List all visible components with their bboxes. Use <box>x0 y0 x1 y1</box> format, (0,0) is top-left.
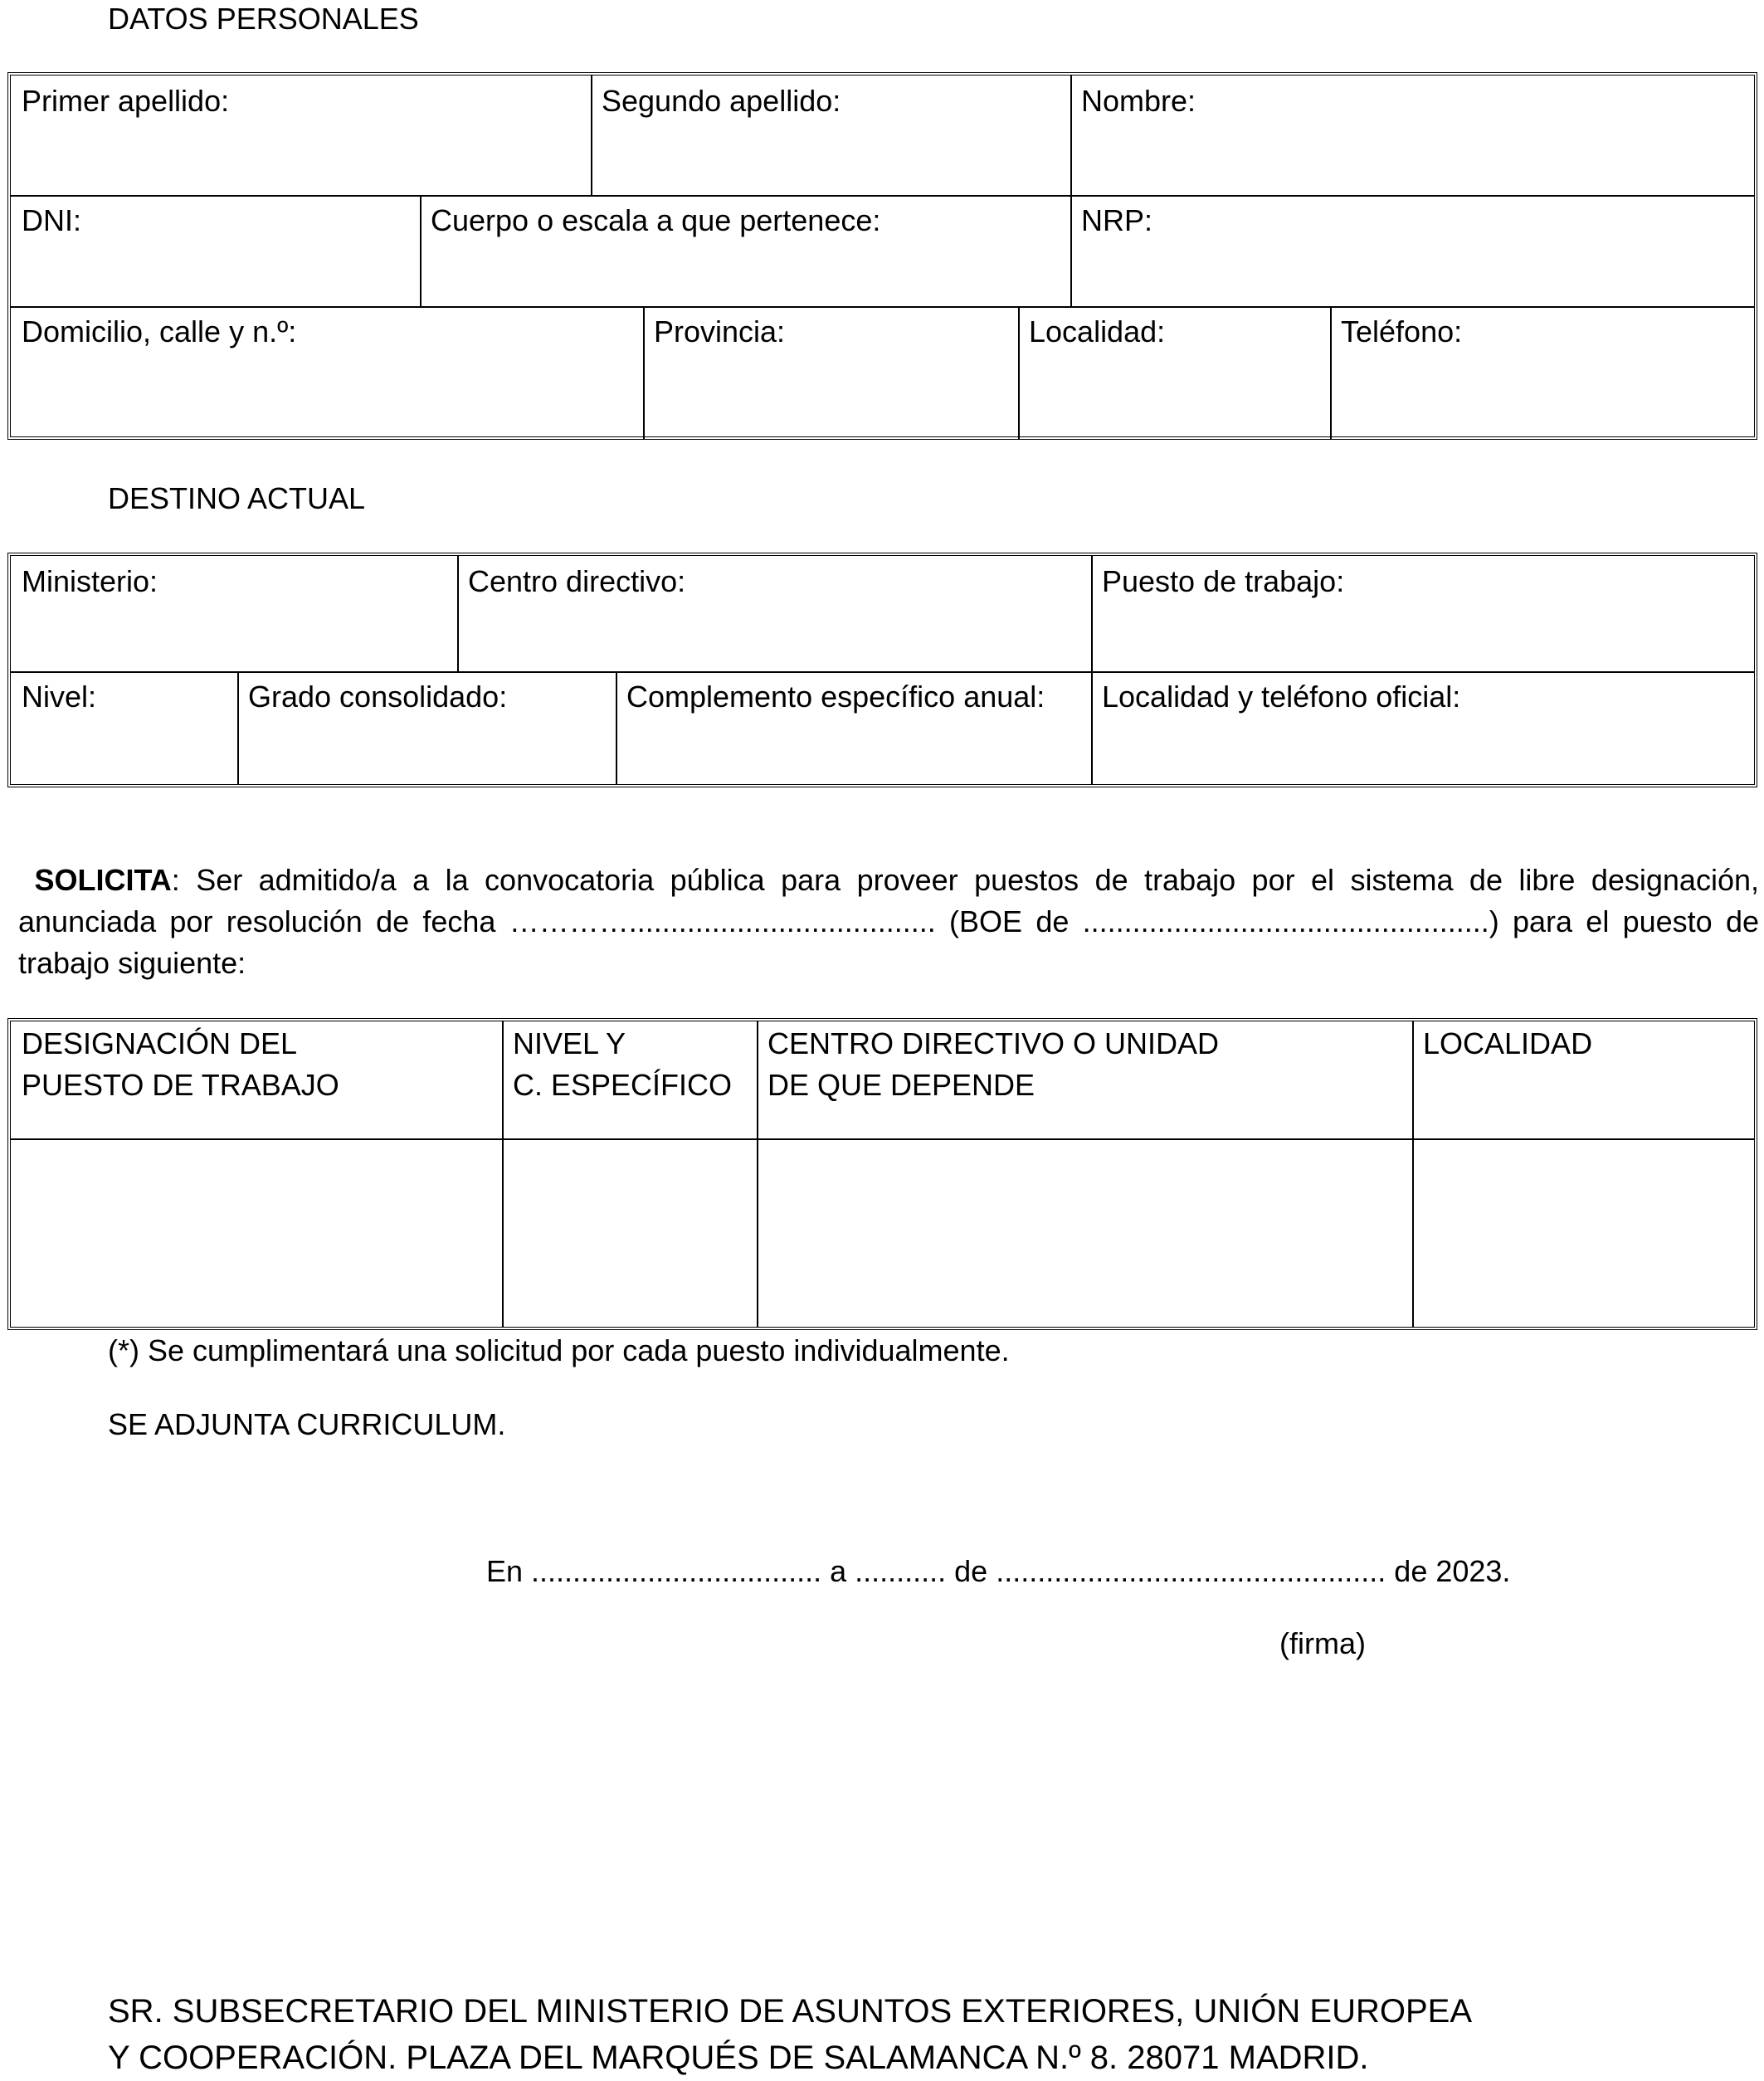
domicilio-field[interactable]: Domicilio, calle y n.º: <box>22 314 297 348</box>
section-heading-datos-personales: DATOS PERSONALES <box>108 2 419 36</box>
dni-field[interactable]: DNI: <box>22 203 81 237</box>
header-localidad: LOCALIDAD <box>1423 1026 1593 1060</box>
centro-input-cell[interactable] <box>757 1140 1412 1327</box>
nivel-input-cell[interactable] <box>502 1140 757 1327</box>
nrp-field[interactable]: NRP: <box>1081 203 1153 237</box>
puesto-solicitado-table <box>7 1018 1757 1330</box>
designacion-input-cell[interactable] <box>11 1140 502 1327</box>
telefono-field[interactable]: Teléfono: <box>1341 314 1463 348</box>
primer-apellido-field[interactable]: Primer apellido: <box>22 84 230 118</box>
header-nivel-complemento: NIVEL Y C. ESPECÍFICO <box>513 1026 733 1102</box>
puesto-trabajo-field[interactable]: Puesto de trabajo: <box>1102 564 1345 598</box>
datos-personales-table <box>7 72 1757 440</box>
firma-label: (firma) <box>1279 1626 1366 1660</box>
localidad-input-cell[interactable] <box>1412 1140 1754 1327</box>
solicita-paragraph <box>18 860 1759 984</box>
adjunta-curriculum: SE ADJUNTA CURRICULUM. <box>108 1407 506 1441</box>
localidad-field[interactable]: Localidad: <box>1029 314 1166 348</box>
complemento-especifico-field[interactable]: Complemento específico anual: <box>626 680 1045 714</box>
destino-actual-table <box>7 553 1757 787</box>
provincia-field[interactable]: Provincia: <box>654 314 786 348</box>
grado-consolidado-field[interactable]: Grado consolidado: <box>248 680 508 714</box>
section-heading-destino-actual: DESTINO ACTUAL <box>108 481 366 515</box>
ministerio-field[interactable]: Ministerio: <box>22 564 158 598</box>
header-designacion-puesto: DESIGNACIÓN DEL PUESTO DE TRABAJO <box>22 1026 339 1102</box>
header-centro-directivo: CENTRO DIRECTIVO O UNIDAD DE QUE DEPENDE <box>767 1026 1220 1102</box>
segundo-apellido-field[interactable]: Segundo apellido: <box>602 84 841 118</box>
note-text: (*) Se cumplimentará una solicitud por cada puesto individualmente. <box>108 1333 1010 1367</box>
localidad-telefono-oficial-field[interactable]: Localidad y teléfono oficial: <box>1102 680 1461 714</box>
nombre-field[interactable]: Nombre: <box>1081 84 1196 118</box>
centro-directivo-field[interactable]: Centro directivo: <box>468 564 686 598</box>
destinatario-address: SR. SUBSECRETARIO DEL MINISTERIO DE ASUNTOS EXTERIORES, UNIÓN EUROPEA Y COOPERACIÓN. PLAZA DEL MARQUÉS DE SALAMANCA N.º 8. 28071 MADRID. <box>108 1993 1473 2076</box>
cuerpo-escala-field[interactable]: Cuerpo o escala a que pertenece: <box>431 203 881 237</box>
fecha-line[interactable]: En ................................... a ........... de ............................................... de 2023. <box>486 1554 1511 1588</box>
solicita-text: : Ser admitido/a a la convocatoria pública para proveer puestos de trabajo por el sistema de libre designación, anunciada por resolución de fecha …………..................................... (BOE de .................................................) para el puesto de trabajo siguiente: <box>18 863 1759 980</box>
solicita-label: SOLICITA <box>34 863 172 897</box>
nivel-field[interactable]: Nivel: <box>22 680 97 714</box>
